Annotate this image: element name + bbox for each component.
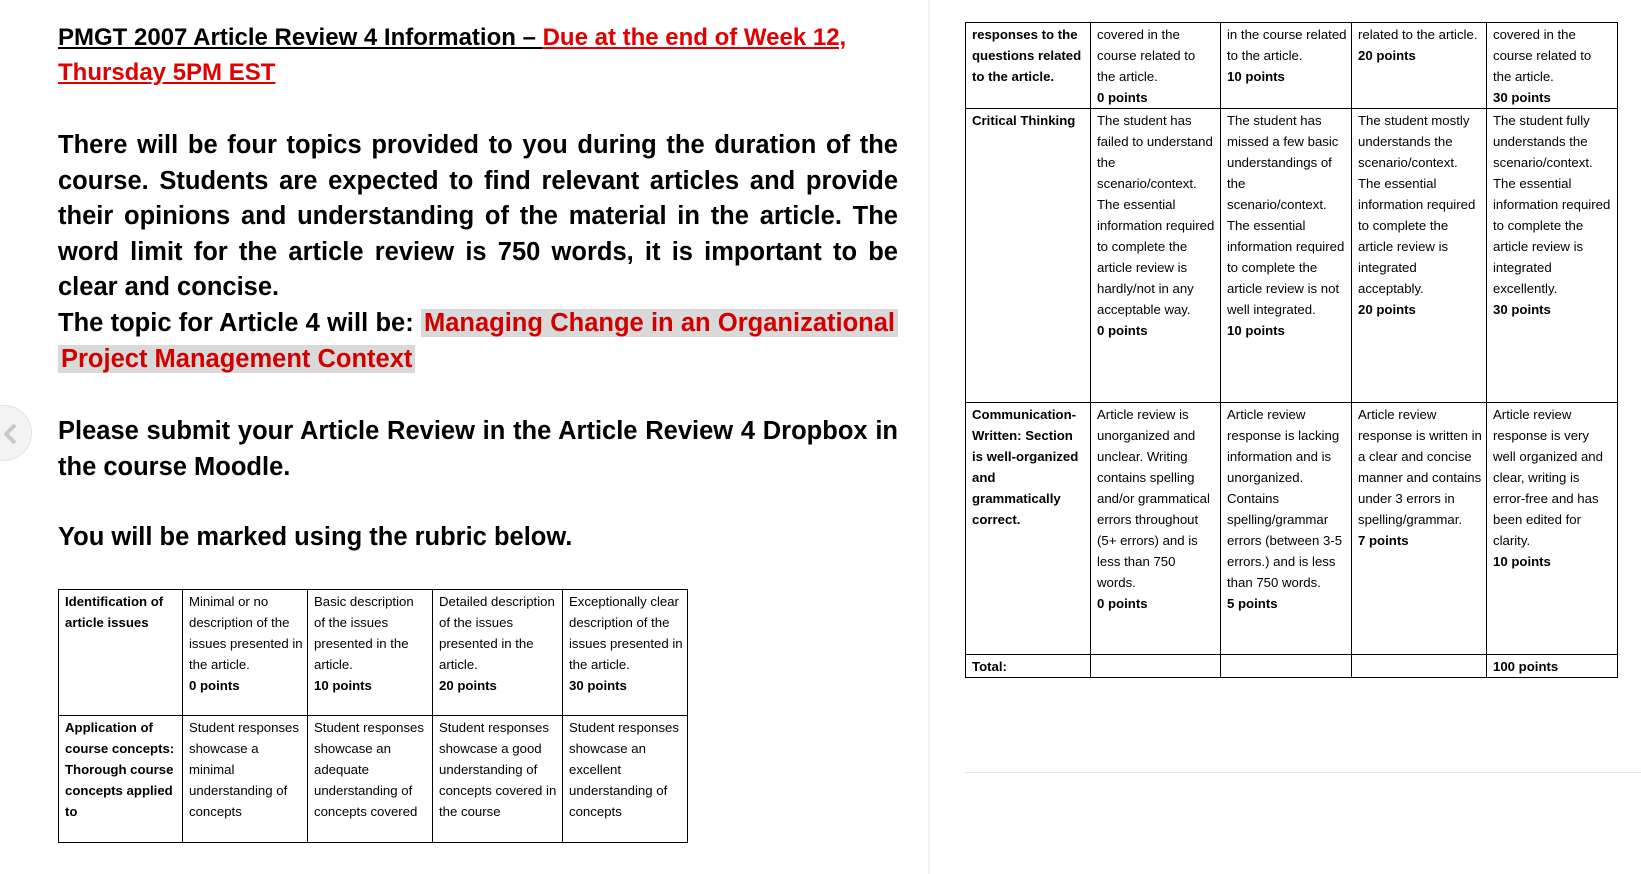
rubric-cell [1091, 109, 1221, 403]
due-date: Due at the end of Week 12, Thursday 5PM EST [58, 24, 847, 86]
cell-text: covered in the course related to the article. [1097, 27, 1196, 84]
cell-text: The student mostly understands the scenario/context. The essential information required to complete the article review is integrated acceptably. [1358, 113, 1476, 296]
page-footer-line [965, 772, 1641, 773]
cell-text: The student fully understands the scenario/context. The essential information required to complete the article review is integrated excellently. [1493, 113, 1611, 296]
criterion-cell: Communication-Written: Section is well-organized and grammatically correct. [966, 403, 1091, 655]
cell-points: 0 points [1097, 90, 1148, 105]
total-points: 100 points [1487, 655, 1618, 678]
cell-points: 30 points [1493, 90, 1551, 105]
cell-points: 5 points [1227, 596, 1278, 611]
table-row [966, 109, 1618, 403]
cell-text: Article review response is lacking information and is unorganized. Contains spelling/grammar errors (between 3-5 errors.) and is less than 750 words. [1227, 407, 1343, 590]
rubric-cell [1091, 655, 1221, 678]
intro-paragraph: There will be four topics provided to you during the duration of the course. Students are expected to find relevant articles and provide their opinions and understanding of the material in the article. The word limit for the article review is 750 words, it is important to be clear and concise. [58, 131, 898, 301]
topic-paragraph [58, 306, 898, 377]
rubric-cell [1352, 23, 1487, 109]
rubric-cell: Student responses showcase a minimal understanding of concepts [183, 716, 308, 843]
total-row [966, 655, 1618, 678]
rubric-cell [1221, 655, 1352, 678]
cell-text: Article review response is written in a clear and concise manner and contains under 3 errors in spelling/grammar. [1358, 407, 1482, 527]
title-main: PMGT 2007 Article Review 4 Information – [58, 24, 543, 51]
cell-points: 7 points [1358, 533, 1409, 548]
rubric-cell: Student responses showcase an excellent understanding of concepts [563, 716, 688, 843]
cell-points: 20 points [1358, 48, 1416, 63]
previous-page-button[interactable] [0, 405, 32, 461]
cell-points: 0 points [1097, 596, 1148, 611]
document-title [58, 20, 898, 90]
criterion-cell: Critical Thinking [966, 109, 1091, 403]
table-row [966, 23, 1618, 109]
rubric-cell: Student responses showcase an adequate understanding of concepts covered [308, 716, 433, 843]
rubric-cell [1091, 23, 1221, 109]
table-row [966, 403, 1618, 655]
rubric-cell [1221, 403, 1352, 655]
cell-text: Exceptionally clear description of the issues presented in the article. [569, 594, 683, 672]
cell-points: 30 points [1493, 302, 1551, 317]
table-row [59, 590, 688, 716]
cell-text: The student has failed to understand the scenario/context. The essential information required to complete the article review is hardly/not in any acceptable way. [1097, 113, 1215, 317]
rubric-cell [1221, 109, 1352, 403]
cell-points: 10 points [314, 678, 372, 693]
rubric-cell [433, 590, 563, 716]
cell-points: 0 points [189, 678, 240, 693]
chevron-left-icon [3, 423, 17, 445]
cell-text: in the course related to the article. [1227, 27, 1347, 63]
cell-points: 20 points [1358, 302, 1416, 317]
rubric-cell [1352, 109, 1487, 403]
rubric-cell [563, 590, 688, 716]
cell-text: The student has missed a few basic understandings of the scenario/context. The essential information required to complete the article review is not well integrated. [1227, 113, 1345, 317]
rubric-cell [308, 590, 433, 716]
criterion-cell: responses to the questions related to the article. [966, 23, 1091, 109]
cell-text: Minimal or no description of the issues presented in the article. [189, 594, 303, 672]
rubric-cell [1487, 109, 1618, 403]
rubric-cell [1487, 403, 1618, 655]
rubric-cell [183, 590, 308, 716]
rubric-table-page1 [58, 589, 688, 843]
rubric-intro: You will be marked using the rubric below. [58, 523, 573, 551]
table-row [59, 716, 688, 843]
cell-points: 0 points [1097, 323, 1148, 338]
cell-points: 10 points [1493, 554, 1551, 569]
cell-text: covered in the course related to the article. [1493, 27, 1592, 84]
cell-text: Detailed description of the issues presented in the article. [439, 594, 555, 672]
cell-points: 10 points [1227, 323, 1285, 338]
total-label: Total: [966, 655, 1091, 678]
cell-text: Article review response is very well organized and clear, writing is error-free and has been edited for clarity. [1493, 407, 1603, 548]
rubric-cell [1352, 655, 1487, 678]
topic-highlight: Managing Change in an Organizational Project Management Context [58, 309, 898, 373]
rubric-table-page2 [965, 22, 1618, 678]
submit-paragraph: Please submit your Article Review in the Article Review 4 Dropbox in the course Moodle. [58, 417, 898, 481]
rubric-cell [1221, 23, 1352, 109]
criterion-cell: Identification of article issues [59, 590, 183, 716]
cell-points: 10 points [1227, 69, 1285, 84]
cell-points: 30 points [569, 678, 627, 693]
rubric-cell [1352, 403, 1487, 655]
rubric-cell [1091, 403, 1221, 655]
rubric-cell [1487, 23, 1618, 109]
cell-text: Article review is unorganized and unclear. Writing contains spelling and/or grammatical errors throughout (5+ errors) and is less than 750 words. [1097, 407, 1210, 590]
cell-text: Basic description of the issues presented in the article. [314, 594, 414, 672]
rubric-cell: Student responses showcase a good understanding of concepts covered in the course [433, 716, 563, 843]
cell-text: related to the article. [1358, 27, 1478, 42]
cell-points: 20 points [439, 678, 497, 693]
criterion-cell: Application of course concepts: Thorough course concepts applied to [59, 716, 183, 843]
topic-prefix: The topic for Article 4 will be: [58, 309, 421, 337]
